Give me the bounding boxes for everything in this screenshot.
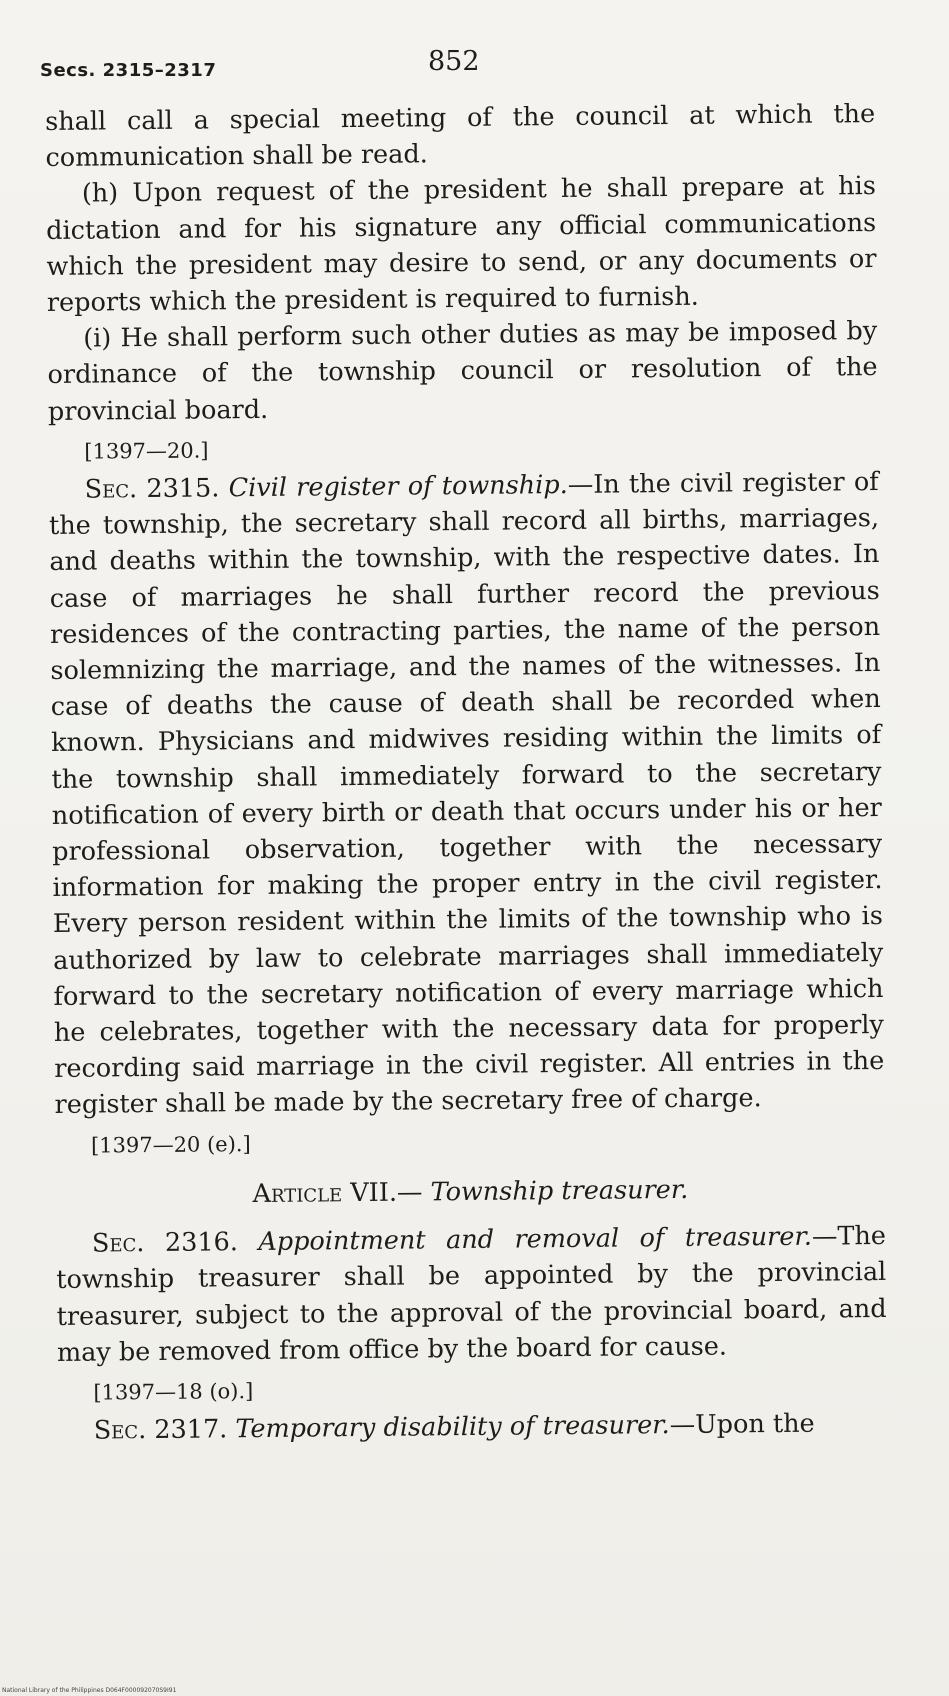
source-reference: [1397—18 (o).] bbox=[93, 1378, 254, 1405]
source-reference: [1397—20 (e).] bbox=[90, 1131, 251, 1158]
article-heading: Article VII.— Township treasurer. bbox=[252, 1174, 689, 1209]
source-reference: [1397—20.] bbox=[84, 438, 209, 464]
paragraph-continuation: shall call a special meeting of the council at which the communication shall be read. bbox=[45, 99, 876, 174]
section-title: Civil register of township. bbox=[228, 470, 568, 504]
section-2316: Sec. 2316. Appointment and removal of treasurer.—The township treasurer shall be appointed by the provincial treasurer, subject to the approval of the provincial board, and may be removed from office by the board for cause. bbox=[56, 1221, 887, 1368]
paragraph-i: (i) He shall perform such other duties as may be imposed by ordinance of the township council or resolution of the provincial board. bbox=[47, 316, 878, 427]
paragraph-h: (h) Upon request of the president he shall prepare at his dictation and for his signature any official communications which the president may desire to send, or any documents or reports which the president is required to furnish. bbox=[46, 171, 877, 319]
item-marker-h: (h) bbox=[81, 178, 119, 210]
running-header-sections: Secs. 2315–2317 bbox=[40, 60, 217, 81]
page-number: 852 bbox=[428, 46, 480, 77]
scan-footer: National Library of the Philippines D064F000092070S9I91 bbox=[2, 1687, 177, 1694]
section-title: Appointment and removal of treasurer. bbox=[258, 1221, 813, 1258]
section-2315: Sec. 2315. Civil register of township.—In the civil register of the township, the secretary shall record all births, marriages, and deaths within the township, with the respective dates. In case of marriages he shall further record the previous residences of the contracting parties, the name of the person solemnizing the marriage, and the names of the witnesses. In case of deaths the cause of death shall be recorded when known. Physicians and midwives residing within the limits of the township shall immediately forward to the secretary notification of every birth or death that occurs under his or her professional observation, together with the necessary information for making the proper entry in the civil register. Every person resident within the limits of the township who is authorized by law to celebrate marriages shall immediately forward to the secretary notification of every marriage which he celebrates, together with the necessary data for properly recording said marriage in the civil register. All entries in the register shall be made by the secretary free of charge. bbox=[48, 467, 885, 1121]
section-2317: Sec. 2317. Temporary disability of treasurer.—Upon the bbox=[93, 1408, 815, 1446]
item-marker-i: (i) bbox=[83, 323, 112, 354]
section-title: Temporary disability of treasurer. bbox=[235, 1410, 670, 1445]
page-body bbox=[45, 96, 888, 1449]
